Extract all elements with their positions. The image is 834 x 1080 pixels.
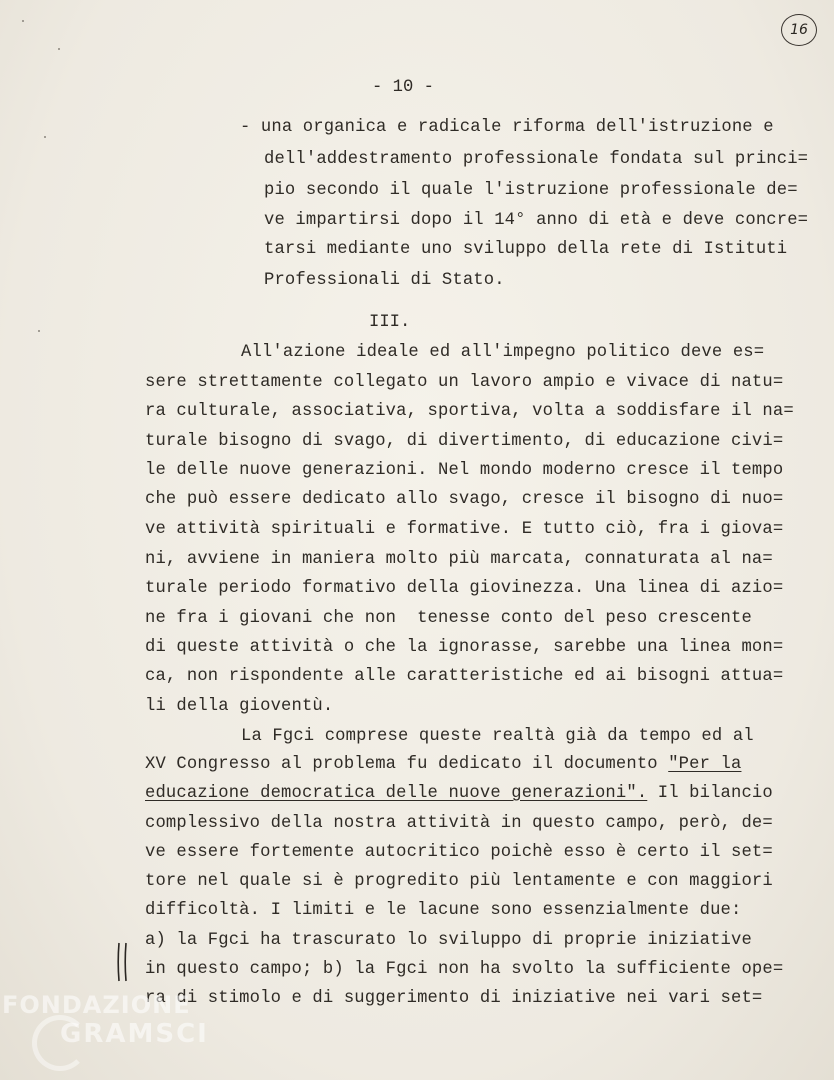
paragraph-line: All'azione ideale ed all'impegno politico deve es=: [241, 343, 765, 362]
paragraph-line: di queste attività o che la ignorasse, sarebbe una linea mon=: [145, 638, 784, 657]
paragraph-line: turale bisogno di svago, di divertimento, di educazione civi=: [145, 432, 784, 451]
paragraph-line: ra di stimolo e di suggerimento di iniziative nei vari set=: [145, 989, 763, 1008]
list-item-line: dell'addestramento professionale fondata sul princi=: [264, 150, 809, 169]
paragraph-line: complessivo della nostra attività in questo campo, però, de=: [145, 814, 773, 833]
paragraph-line: ne fra i giovani che non tenesse conto del peso crescente: [145, 609, 752, 628]
underlined-title: "Per la: [668, 755, 742, 774]
paragraph-line: ra culturale, associativa, sportiva, volta a soddisfare il na=: [145, 402, 794, 421]
margin-mark: [116, 941, 130, 983]
paragraph-line: a) la Fgci ha trascurato lo sviluppo di proprie iniziative: [145, 931, 752, 950]
paragraph-line: ca, non rispondente alle caratteristiche ed ai bisogni attua=: [145, 667, 784, 686]
list-item-line: - una organica e radicale riforma dell'istruzione e: [240, 118, 774, 137]
paragraph-line: le delle nuove generazioni. Nel mondo moderno cresce il tempo: [145, 461, 784, 480]
paragraph-line: ni, avviene in maniera molto più marcata, connaturata al na=: [145, 550, 773, 569]
paragraph-line: sere strettamente collegato un lavoro ampio e vivace di natu=: [145, 373, 784, 392]
line-text: XV Congresso al problema fu dedicato il documento: [145, 755, 669, 774]
list-item-line: Professionali di Stato.: [264, 271, 505, 290]
paper-speck: [58, 48, 60, 50]
underlined-title: educazione democratica delle nuove generazioni".: [145, 784, 648, 803]
watermark-g-icon: [32, 1015, 88, 1071]
watermark-line2: GRAMSCI: [60, 1019, 209, 1049]
paragraph-line: turale periodo formativo della giovinezza. Una linea di azio=: [145, 579, 784, 598]
paragraph-line: li della gioventù.: [145, 697, 334, 716]
paragraph-line: ve essere fortemente autocritico poichè esso è certo il set=: [145, 843, 773, 862]
list-item-line: tarsi mediante uno sviluppo della rete di Istituti: [264, 240, 788, 259]
page-number: - 10 -: [372, 78, 434, 97]
line-text: Il bilancio: [647, 784, 773, 803]
paragraph-line: La Fgci comprese queste realtà già da tempo ed al: [241, 727, 754, 746]
paragraph-line: ve attività spirituali e formative. E tutto ciò, fra i giova=: [145, 520, 784, 539]
paragraph-line: [145, 784, 773, 804]
paragraph-line: che può essere dedicato allo svago, cresce il bisogno di nuo=: [145, 490, 784, 509]
paragraph-line: tore nel quale si è progredito più lentamente e con maggiori: [145, 872, 773, 891]
paragraph-line: [145, 755, 741, 775]
list-item-line: ve impartirsi dopo il 14° anno di età e deve concre=: [264, 211, 809, 230]
paragraph-line: difficoltà. I limiti e le lacune sono essenzialmente due:: [145, 901, 742, 920]
paragraph-line: in questo campo; b) la Fgci non ha svolto la sufficiente ope=: [145, 960, 784, 979]
watermark-line1: FONDAZIONE: [2, 991, 191, 1019]
paper-speck: [38, 330, 40, 332]
paper-speck: [44, 136, 46, 138]
page-stamp: 16: [781, 14, 817, 46]
list-item-line: pio secondo il quale l'istruzione professionale de=: [264, 181, 798, 200]
paper-speck: [22, 20, 24, 22]
section-heading: III.: [369, 313, 411, 332]
